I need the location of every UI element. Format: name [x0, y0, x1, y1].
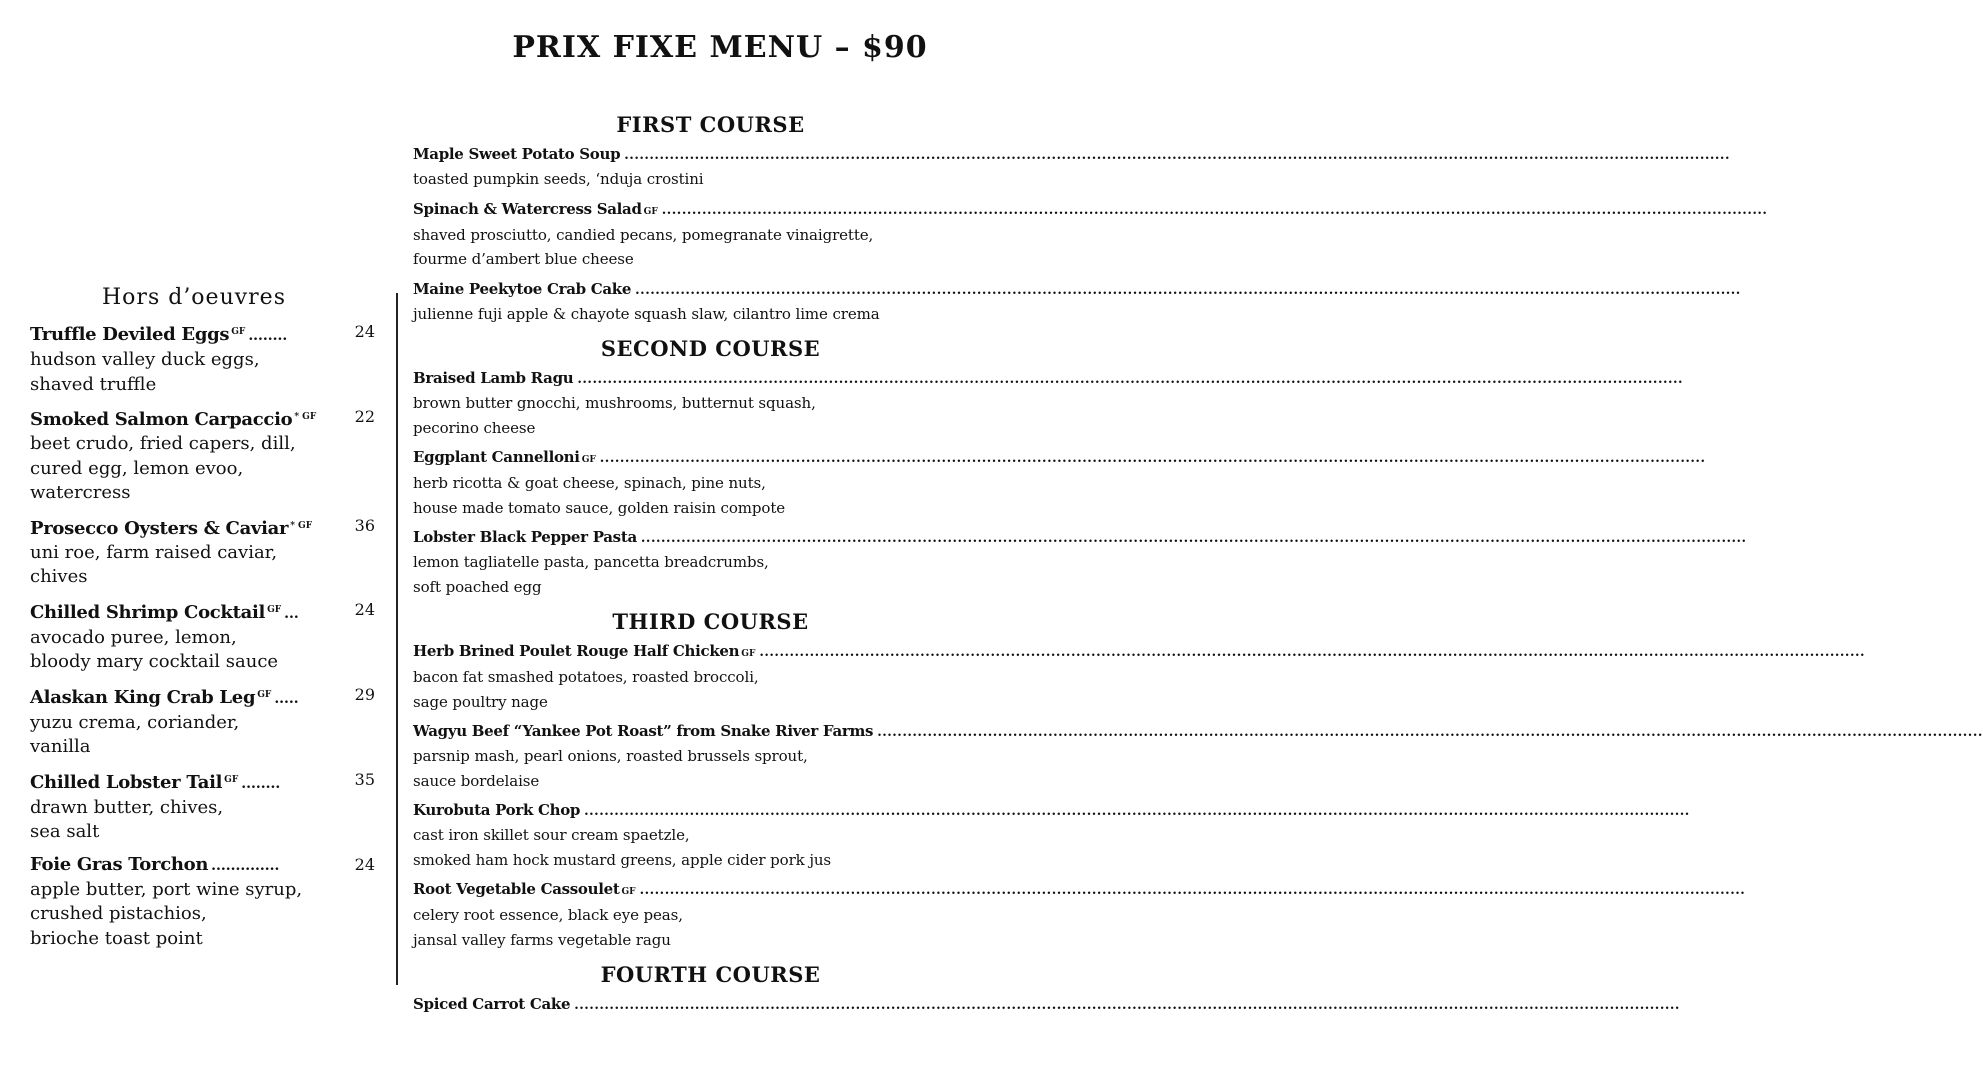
course-item [413, 878, 1746, 952]
hors-item-title-line [30, 514, 345, 541]
course-item [413, 198, 1768, 272]
hors-item-description: beet crudo, fried capers, dill, [30, 433, 296, 454]
course-item-description: cast iron skillet sour cream spaetzle, [413, 826, 690, 844]
course-item [413, 446, 1706, 520]
dietary-mark: GF [257, 689, 272, 700]
hors-item-price: 24 [354, 599, 375, 619]
dietary-mark: * GF [290, 520, 313, 531]
hors-item-description: sea salt [30, 821, 100, 842]
course-item-name: Spinach & Watercress Salad [413, 199, 642, 218]
dietary-mark: GF [224, 774, 239, 785]
course-heading: FOURTH COURSE [600, 962, 821, 987]
hors-item-description: yuzu crema, coriander, [30, 711, 240, 733]
leader-dots: .............. [211, 857, 280, 874]
dietary-mark: * GF [294, 412, 317, 422]
course-item-description: soft poached egg [413, 577, 542, 596]
course-item-title-line [413, 198, 1768, 223]
hors-item-description: cured egg, lemon evoo, [30, 457, 244, 479]
leader-dots: ............................................................................................................................................................................................................................ [584, 804, 1690, 819]
hors-item-description: bloody mary cocktail sauce [30, 651, 279, 672]
leader-dots: ... [284, 605, 299, 622]
course-item [413, 278, 1741, 327]
course-item-description: smoked ham hock mustard greens, apple cider pork jus [413, 850, 832, 869]
course-item-description: jansal valley farms vegetable ragu [413, 930, 671, 949]
hors-item [30, 683, 385, 760]
course-item-name: Braised Lamb Ragu [413, 369, 574, 387]
leader-dots: ........ [241, 775, 281, 792]
leader-dots: ........ [248, 328, 288, 344]
course-item-title-line [413, 367, 1684, 391]
course-item-description: sauce bordelaise [413, 771, 540, 790]
course-heading: THIRD COURSE [612, 609, 809, 634]
hors-doeuvres-list [30, 320, 385, 951]
menu-title: PRIX FIXE MENU – $90 [512, 30, 928, 65]
dietary-mark: GF [643, 206, 658, 217]
course-item-name: Wagyu Beef “Yankee Pot Roast” from Snake River Farms [413, 722, 874, 740]
hors-item [30, 514, 385, 590]
course-item-description: brown butter gnocchi, mushrooms, butternut squash, [413, 394, 816, 412]
course-item-title-line [413, 993, 1680, 1017]
hors-item-price: 22 [354, 407, 375, 426]
course-item-name: Maine Peekytoe Crab Cake [413, 279, 632, 298]
hors-item [30, 320, 385, 397]
hors-item-name: Prosecco Oysters & Caviar [30, 517, 289, 539]
hors-item-description: drawn butter, chives, [30, 796, 224, 818]
hors-item-description: chives [30, 566, 88, 587]
course-item-description: celery root essence, black eye peas, [413, 906, 683, 924]
course-item-description: pecorino cheese [413, 418, 536, 437]
course-item [413, 526, 1747, 599]
course-item-name: Root Vegetable Cassoulet [413, 880, 620, 898]
hors-item-title-line [30, 405, 345, 432]
course-item [413, 720, 1983, 793]
hors-item-description: watercress [30, 482, 131, 503]
course-item-title-line [413, 278, 1741, 302]
leader-dots: ............................................................................................................................................................................................................................ [639, 883, 1746, 898]
hors-item-price: 29 [354, 684, 375, 704]
course-item-description: house made tomato sauce, golden raisin compote [413, 498, 786, 517]
hors-item [30, 405, 385, 506]
course-item [413, 993, 1680, 1017]
course-item-description: sage poultry nage [413, 692, 548, 711]
hors-item-name: Alaskan King Crab Leg [30, 686, 256, 708]
hors-item [30, 768, 385, 845]
course-item-description: fourme d’ambert blue cheese [413, 250, 634, 268]
course-item [413, 640, 1866, 714]
hors-item-name: Foie Gras Torchon [30, 853, 209, 875]
leader-dots: ............................................................................................................................................................................................................................ [661, 202, 1768, 218]
hors-item-description: apple butter, port wine syrup, [30, 878, 303, 900]
hors-doeuvres-section [30, 285, 385, 959]
course-item-title-line [413, 526, 1747, 550]
hors-item-name: Truffle Deviled Eggs [30, 324, 230, 345]
column-divider [396, 293, 398, 985]
hors-item-title-line [30, 598, 345, 626]
leader-dots: ............................................................................................................................................................................................................................ [599, 451, 1706, 466]
course-item-name: Lobster Black Pepper Pasta [413, 528, 637, 546]
hors-item-title-line [30, 853, 345, 878]
leader-dots: ............................................................................................................................................................................................................................ [574, 998, 1680, 1013]
course-item-title-line [413, 799, 1690, 823]
leader-dots: ............................................................................................................................................................................................................................ [624, 148, 1730, 163]
course-item-title-line [413, 446, 1706, 471]
course-block [413, 112, 1768, 326]
course-heading: FIRST COURSE [616, 112, 805, 137]
leader-dots: ............................................................................................................................................................................................................................ [640, 531, 1747, 546]
hors-item-title-line [30, 768, 345, 796]
hors-item-description: crushed pistachios, [30, 903, 207, 924]
course-item-title-line [413, 143, 1730, 167]
dietary-mark: GF [621, 887, 636, 897]
hors-item-description: uni roe, farm raised caviar, [30, 541, 278, 563]
dietary-mark: GF [231, 327, 246, 337]
course-item [413, 143, 1730, 192]
course-item-description: bacon fat smashed potatoes, roasted broccoli, [413, 668, 759, 686]
hors-item-name: Chilled Shrimp Cocktail [30, 601, 266, 623]
hors-item-price: 35 [354, 769, 375, 789]
course-item-description: herb ricotta & goat cheese, spinach, pine nuts, [413, 474, 766, 492]
dietary-mark: GF [741, 649, 756, 659]
course-block [413, 962, 1680, 1017]
dietary-mark: GF [267, 604, 282, 615]
course-item [413, 799, 1690, 872]
hors-item-title-line [30, 320, 345, 348]
leader-dots: ............................................................................................................................................................................................................................ [635, 282, 1741, 298]
hors-item [30, 853, 385, 952]
hors-item-description: shaved truffle [30, 373, 157, 395]
courses-section [413, 112, 1983, 1027]
course-item-name: Kurobuta Pork Chop [413, 801, 581, 819]
leader-dots: ..... [274, 690, 299, 707]
hors-item-price: 24 [354, 854, 375, 874]
leader-dots: ............................................................................................................................................................................................................................ [877, 725, 1983, 740]
course-item-title-line [413, 878, 1746, 903]
leader-dots: ............................................................................................................................................................................................................................ [577, 372, 1684, 387]
hors-item-description: brioche toast point [30, 927, 203, 949]
course-item [413, 367, 1684, 440]
hors-doeuvres-heading: Hors d’oeuvres [102, 285, 286, 310]
dietary-mark: GF [581, 455, 596, 465]
course-item-description: shaved prosciutto, candied pecans, pomegranate vinaigrette, [413, 225, 874, 244]
course-item-description: parsnip mash, pearl onions, roasted brussels sprout, [413, 747, 808, 765]
course-item-name: Herb Brined Poulet Rouge Half Chicken [413, 642, 740, 660]
hors-item-name: Chilled Lobster Tail [30, 771, 223, 793]
hors-item-description: avocado puree, lemon, [30, 626, 237, 648]
hors-item-description: vanilla [30, 736, 91, 757]
course-item-name: Maple Sweet Potato Soup [413, 145, 621, 163]
leader-dots: ............................................................................................................................................................................................................................ [759, 645, 1866, 660]
hors-item-title-line [30, 683, 345, 711]
hors-item-price: 24 [354, 322, 375, 341]
hors-item [30, 598, 385, 675]
course-item-description: julienne fuji apple & chayote squash slaw, cilantro lime crema [413, 304, 880, 323]
course-heading: SECOND COURSE [600, 336, 821, 361]
course-block [413, 336, 1747, 599]
course-item-description: toasted pumpkin seeds, ‘nduja crostini [413, 170, 704, 188]
hors-item-name: Smoked Salmon Carpaccio [30, 409, 293, 430]
course-item-name: Spiced Carrot Cake [413, 995, 571, 1013]
course-item-name: Eggplant Cannelloni [413, 448, 580, 466]
hors-item-price: 36 [354, 515, 375, 535]
course-item-description: lemon tagliatelle pasta, pancetta breadcrumbs, [413, 553, 769, 571]
course-item-title-line [413, 720, 1983, 744]
hors-item-description: hudson valley duck eggs, [30, 349, 260, 370]
course-item-title-line [413, 640, 1866, 665]
course-block [413, 609, 1983, 952]
